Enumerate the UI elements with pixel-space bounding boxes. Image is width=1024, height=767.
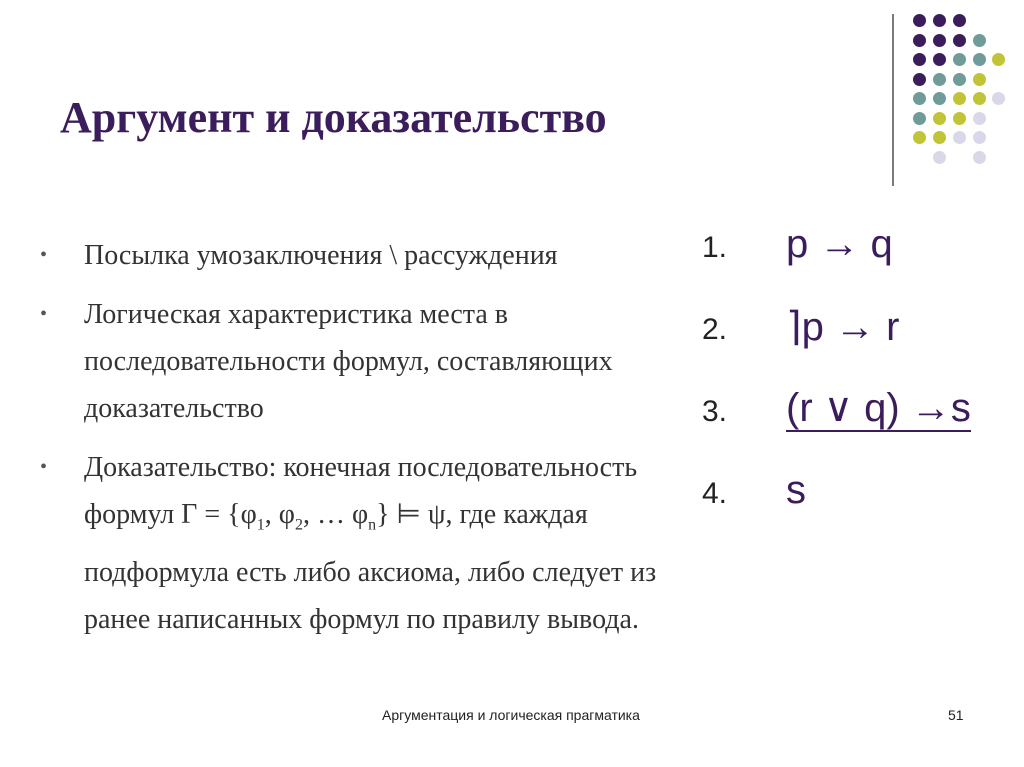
ornament-dot [973, 131, 986, 144]
bullet-text-part: , φ [264, 499, 295, 530]
ornament-dot [913, 53, 926, 66]
bullet-marker: • [40, 244, 48, 266]
subscript: n [368, 516, 377, 534]
bullet-marker: • [40, 456, 48, 478]
ornament-dot [933, 14, 946, 27]
ornament-dot [953, 131, 966, 144]
ornament-dot [933, 53, 946, 66]
ornament-dot [933, 34, 946, 47]
ornament-dot [913, 131, 926, 144]
bullet-item [40, 444, 660, 643]
page-number: 51 [948, 707, 964, 723]
subscript: 2 [294, 516, 303, 534]
bullet-item [40, 232, 660, 279]
ornament-dot [953, 34, 966, 47]
ornament-dot [933, 131, 946, 144]
ornament-dot [933, 73, 946, 86]
ornament-dot [913, 112, 926, 125]
bullet-text-part: } ⊨ ψ, где каждая подформула есть либо аксиома, либо следует из ранее написанных формул по правилу вывода. [84, 499, 657, 635]
ornament-dot [953, 73, 966, 86]
formula-number: 3. [702, 395, 728, 428]
ornament-dot [953, 92, 966, 105]
formula-expression: (r ∨ q) →s [786, 386, 971, 430]
formula-expression: p → q [786, 222, 893, 266]
ornament-dot [973, 34, 986, 47]
bullet-text: Логическая характеристика места в последовательности формул, составляющих доказательство [84, 299, 613, 424]
ornament-dot [933, 92, 946, 105]
bullet-marker: • [40, 303, 48, 325]
ornament-dot [933, 112, 946, 125]
formula-number: 1. [702, 231, 728, 264]
bullet-text: Посылка умозаключения \ рассуждения [84, 240, 558, 271]
ornament-dot [973, 92, 986, 105]
ornament-dot [973, 73, 986, 86]
subscript: 1 [256, 516, 265, 534]
formula-expression: ⌉p → r [786, 305, 900, 349]
ornament-dot [992, 92, 1005, 105]
slide-footer: Аргументация и логическая прагматика [382, 707, 640, 723]
ornament-dot [913, 92, 926, 105]
ornament-dot [973, 112, 986, 125]
ornament-dot [953, 53, 966, 66]
slide-title: Аргумент и доказательство [60, 93, 607, 142]
formula-number: 4. [702, 477, 728, 510]
bullet-text-part: , … φ [302, 499, 369, 530]
formula-number: 2. [702, 313, 728, 346]
ornament-dot [913, 14, 926, 27]
divider-line [892, 14, 894, 186]
formula-expression: s [786, 468, 806, 512]
ornament-dot [913, 34, 926, 47]
ornament-dot [913, 73, 926, 86]
ornament-dot [973, 151, 986, 164]
ornament-dot [953, 112, 966, 125]
bullet-text-part: Доказательство: конечная последовательность формул Γ = {φ [84, 452, 638, 530]
bullet-item [40, 291, 660, 432]
ornament-dot [933, 151, 946, 164]
ornament-dot [973, 53, 986, 66]
bullet-list [40, 232, 660, 655]
ornament-dot [992, 53, 1005, 66]
ornament-dot [953, 14, 966, 27]
